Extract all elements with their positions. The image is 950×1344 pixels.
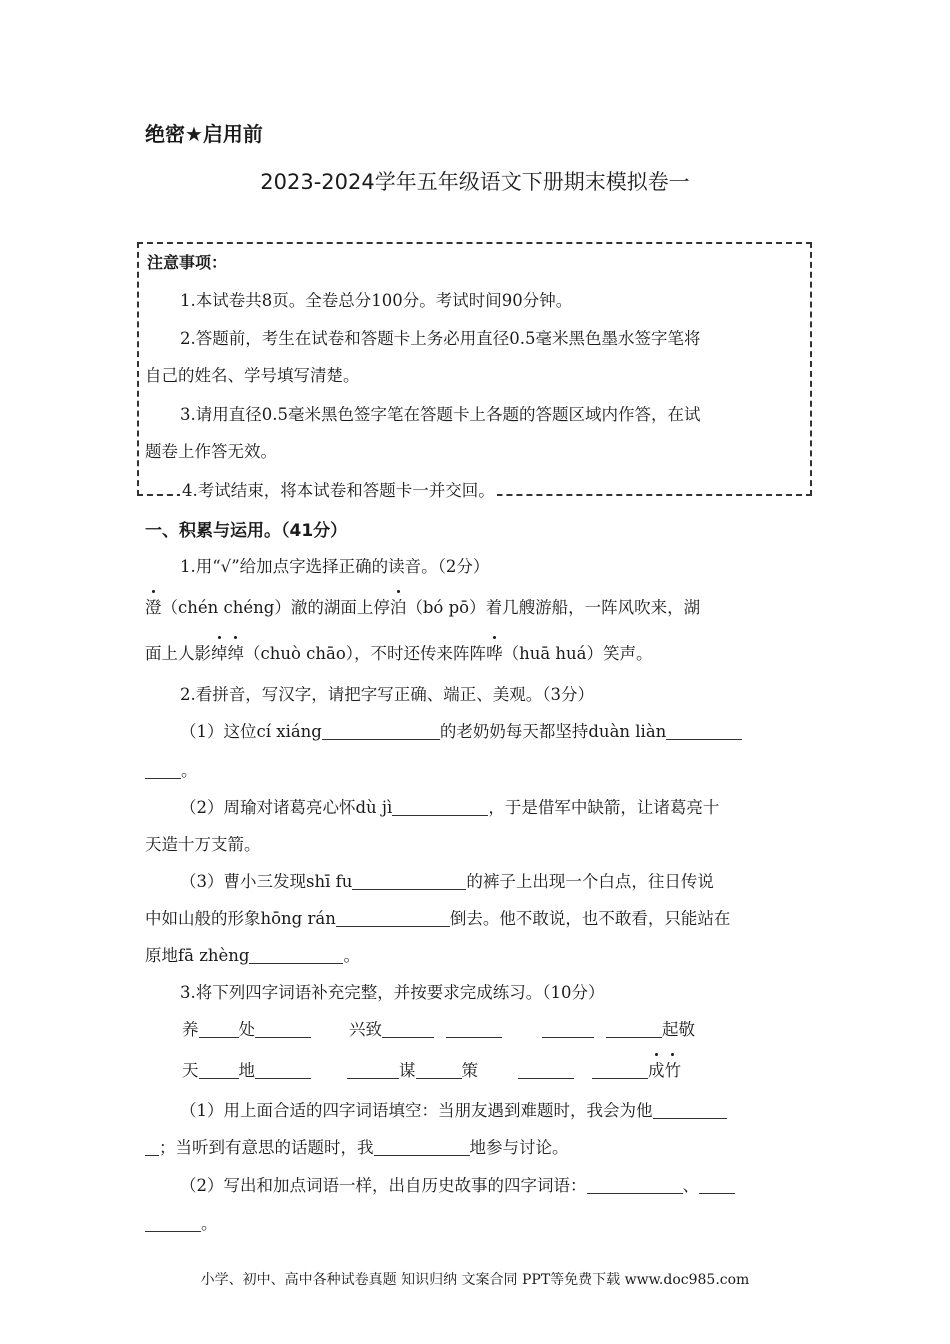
answer-blank[interactable] xyxy=(145,762,181,780)
answer-blank[interactable] xyxy=(374,1139,470,1157)
answer-blank[interactable] xyxy=(199,1062,239,1080)
q1-text: （chén chéng）澈的湖面上停 xyxy=(161,598,390,617)
q3-text: 处 xyxy=(238,1020,255,1039)
q3-text: 谋 xyxy=(399,1061,416,1080)
answer-blank[interactable] xyxy=(592,1062,648,1080)
q3-text: （2）写出和加点词语一样，出自历史故事的四字词语： xyxy=(180,1176,587,1195)
answer-blank[interactable] xyxy=(518,1062,574,1080)
dotted-char: 成 xyxy=(648,1057,665,1081)
q3-text: 养 xyxy=(182,1020,199,1039)
q1-text: （huā huá）笑声。 xyxy=(502,644,653,663)
answer-blank[interactable] xyxy=(145,1215,201,1233)
dotted-char: 绰 xyxy=(211,640,228,664)
answer-blank[interactable] xyxy=(255,1062,311,1080)
q3-text: 地 xyxy=(238,1061,255,1080)
q2-text: 倒去。他不敢说，也不敢看，只能站在 xyxy=(449,909,731,928)
q2-text: 中如山般的形象hōng rán xyxy=(145,909,336,928)
answer-blank[interactable] xyxy=(446,1021,502,1039)
q2-text: （2）周瑜对诸葛亮心怀dù jì xyxy=(180,798,393,817)
confidential-label: 绝密★启用前 xyxy=(145,122,263,146)
q1-prompt: 1.用“√”给加点字选择正确的读音。（2分） xyxy=(180,557,490,576)
q3-text: 地参与讨论。 xyxy=(469,1138,569,1157)
answer-blank[interactable] xyxy=(653,1102,727,1120)
q2-text: 的裤子上出现一个白点，往日传说 xyxy=(466,872,714,891)
q3-row-1 xyxy=(182,1016,695,1040)
q1-line-2 xyxy=(145,640,653,664)
dotted-char: 绰 xyxy=(228,640,245,664)
q1-text: （bó pō）着几艘游船，一阵风吹来，湖 xyxy=(406,598,701,617)
answer-blank[interactable] xyxy=(145,1139,159,1157)
answer-blank[interactable] xyxy=(587,1177,683,1195)
notice-item-3-cont: 题卷上作答无效。 xyxy=(145,442,277,461)
q2-part-3-cont xyxy=(145,905,730,929)
answer-blank[interactable] xyxy=(699,1177,735,1195)
notice-item-3: 3.请用直径0.5毫米黑色签字笔在答题卡上各题的答题区域内作答，在试 xyxy=(180,405,701,424)
q3-row-2 xyxy=(182,1057,681,1081)
notice-heading: 注意事项： xyxy=(147,253,228,272)
answer-blank[interactable] xyxy=(606,1021,662,1039)
answer-blank[interactable] xyxy=(416,1062,462,1080)
q1-line-1 xyxy=(145,594,700,618)
answer-blank[interactable] xyxy=(255,1021,311,1039)
q1-text: （chuò chāo），不时还传来阵阵 xyxy=(244,644,487,663)
q2-text: 原地fā zhèng xyxy=(145,946,250,965)
q3-sub-1-cont xyxy=(145,1134,569,1158)
q2-text: 。 xyxy=(181,761,198,780)
q2-prompt: 2.看拼音，写汉字，请把字写正确、端正、美观。（3分） xyxy=(180,685,594,704)
exam-title: 2023-2024学年五年级语文下册期末模拟卷一 xyxy=(260,170,690,194)
answer-blank[interactable] xyxy=(322,723,440,741)
q2-text: （3）曹小三发现shī fu xyxy=(180,872,353,891)
q2-part-2 xyxy=(180,794,719,818)
q2-part-1-cont xyxy=(145,757,198,781)
q2-part-3-end xyxy=(145,942,360,966)
answer-blank[interactable] xyxy=(382,1021,434,1039)
dotted-char: 泊 xyxy=(390,594,407,618)
q2-part-3 xyxy=(180,868,714,892)
q3-sub-2-cont xyxy=(145,1210,218,1234)
answer-blank[interactable] xyxy=(336,910,450,928)
section-1-heading: 一、积累与运用。（41分） xyxy=(145,521,348,541)
q3-text: 、 xyxy=(682,1176,699,1195)
q2-part-2-cont: 天造十万支箭。 xyxy=(145,835,261,854)
notice-item-4: 4.考试结束，将本试卷和答题卡一并交回。 xyxy=(180,477,497,501)
dotted-char: 哗 xyxy=(486,640,503,664)
q3-text: 。 xyxy=(201,1214,218,1233)
q3-text: （1）用上面合适的四字词语填空：当朋友遇到难题时，我会为他 xyxy=(180,1101,653,1120)
notice-item-1: 1.本试卷共8页。全卷总分100分。考试时间90分钟。 xyxy=(180,291,573,310)
notice-item-2: 2.答题前，考生在试卷和答题卡上务必用直径0.5毫米黑色墨水签字笔将 xyxy=(180,329,701,348)
q2-text: 。 xyxy=(343,946,360,965)
footer-text: 小学、初中、高中各种试卷真题 知识归纳 文案合同 PPT等免费下载 www.doc985.com xyxy=(200,1272,750,1288)
answer-blank[interactable] xyxy=(347,1062,399,1080)
q1-text: 面上人影 xyxy=(145,644,211,663)
dotted-char: 竹 xyxy=(665,1057,682,1081)
q2-text: 的老奶奶每天都坚持duàn liàn xyxy=(439,722,667,741)
answer-blank[interactable] xyxy=(352,873,466,891)
answer-blank[interactable] xyxy=(249,947,343,965)
answer-blank[interactable] xyxy=(666,723,742,741)
q3-text: ；当听到有意思的话题时，我 xyxy=(159,1138,374,1157)
answer-blank[interactable] xyxy=(199,1021,239,1039)
q3-text: 策 xyxy=(461,1061,478,1080)
q3-sub-1 xyxy=(180,1097,727,1121)
answer-blank[interactable] xyxy=(392,799,488,817)
q2-text: （1）这位cí xiáng xyxy=(180,722,322,741)
q3-text: 天 xyxy=(182,1061,199,1080)
q3-sub-2 xyxy=(180,1172,735,1196)
dotted-char: 澄 xyxy=(145,594,162,618)
q3-text: 兴致 xyxy=(349,1020,382,1039)
notice-item-2-cont: 自己的姓名、学号填写清楚。 xyxy=(145,366,360,385)
q3-text: 起敬 xyxy=(662,1020,695,1039)
q3-prompt: 3.将下列四字词语补充完整，并按要求完成练习。（10分） xyxy=(180,983,605,1002)
q2-text: ，于是借军中缺箭，让诸葛亮十 xyxy=(488,798,720,817)
answer-blank[interactable] xyxy=(542,1021,594,1039)
q2-part-1 xyxy=(180,718,742,742)
